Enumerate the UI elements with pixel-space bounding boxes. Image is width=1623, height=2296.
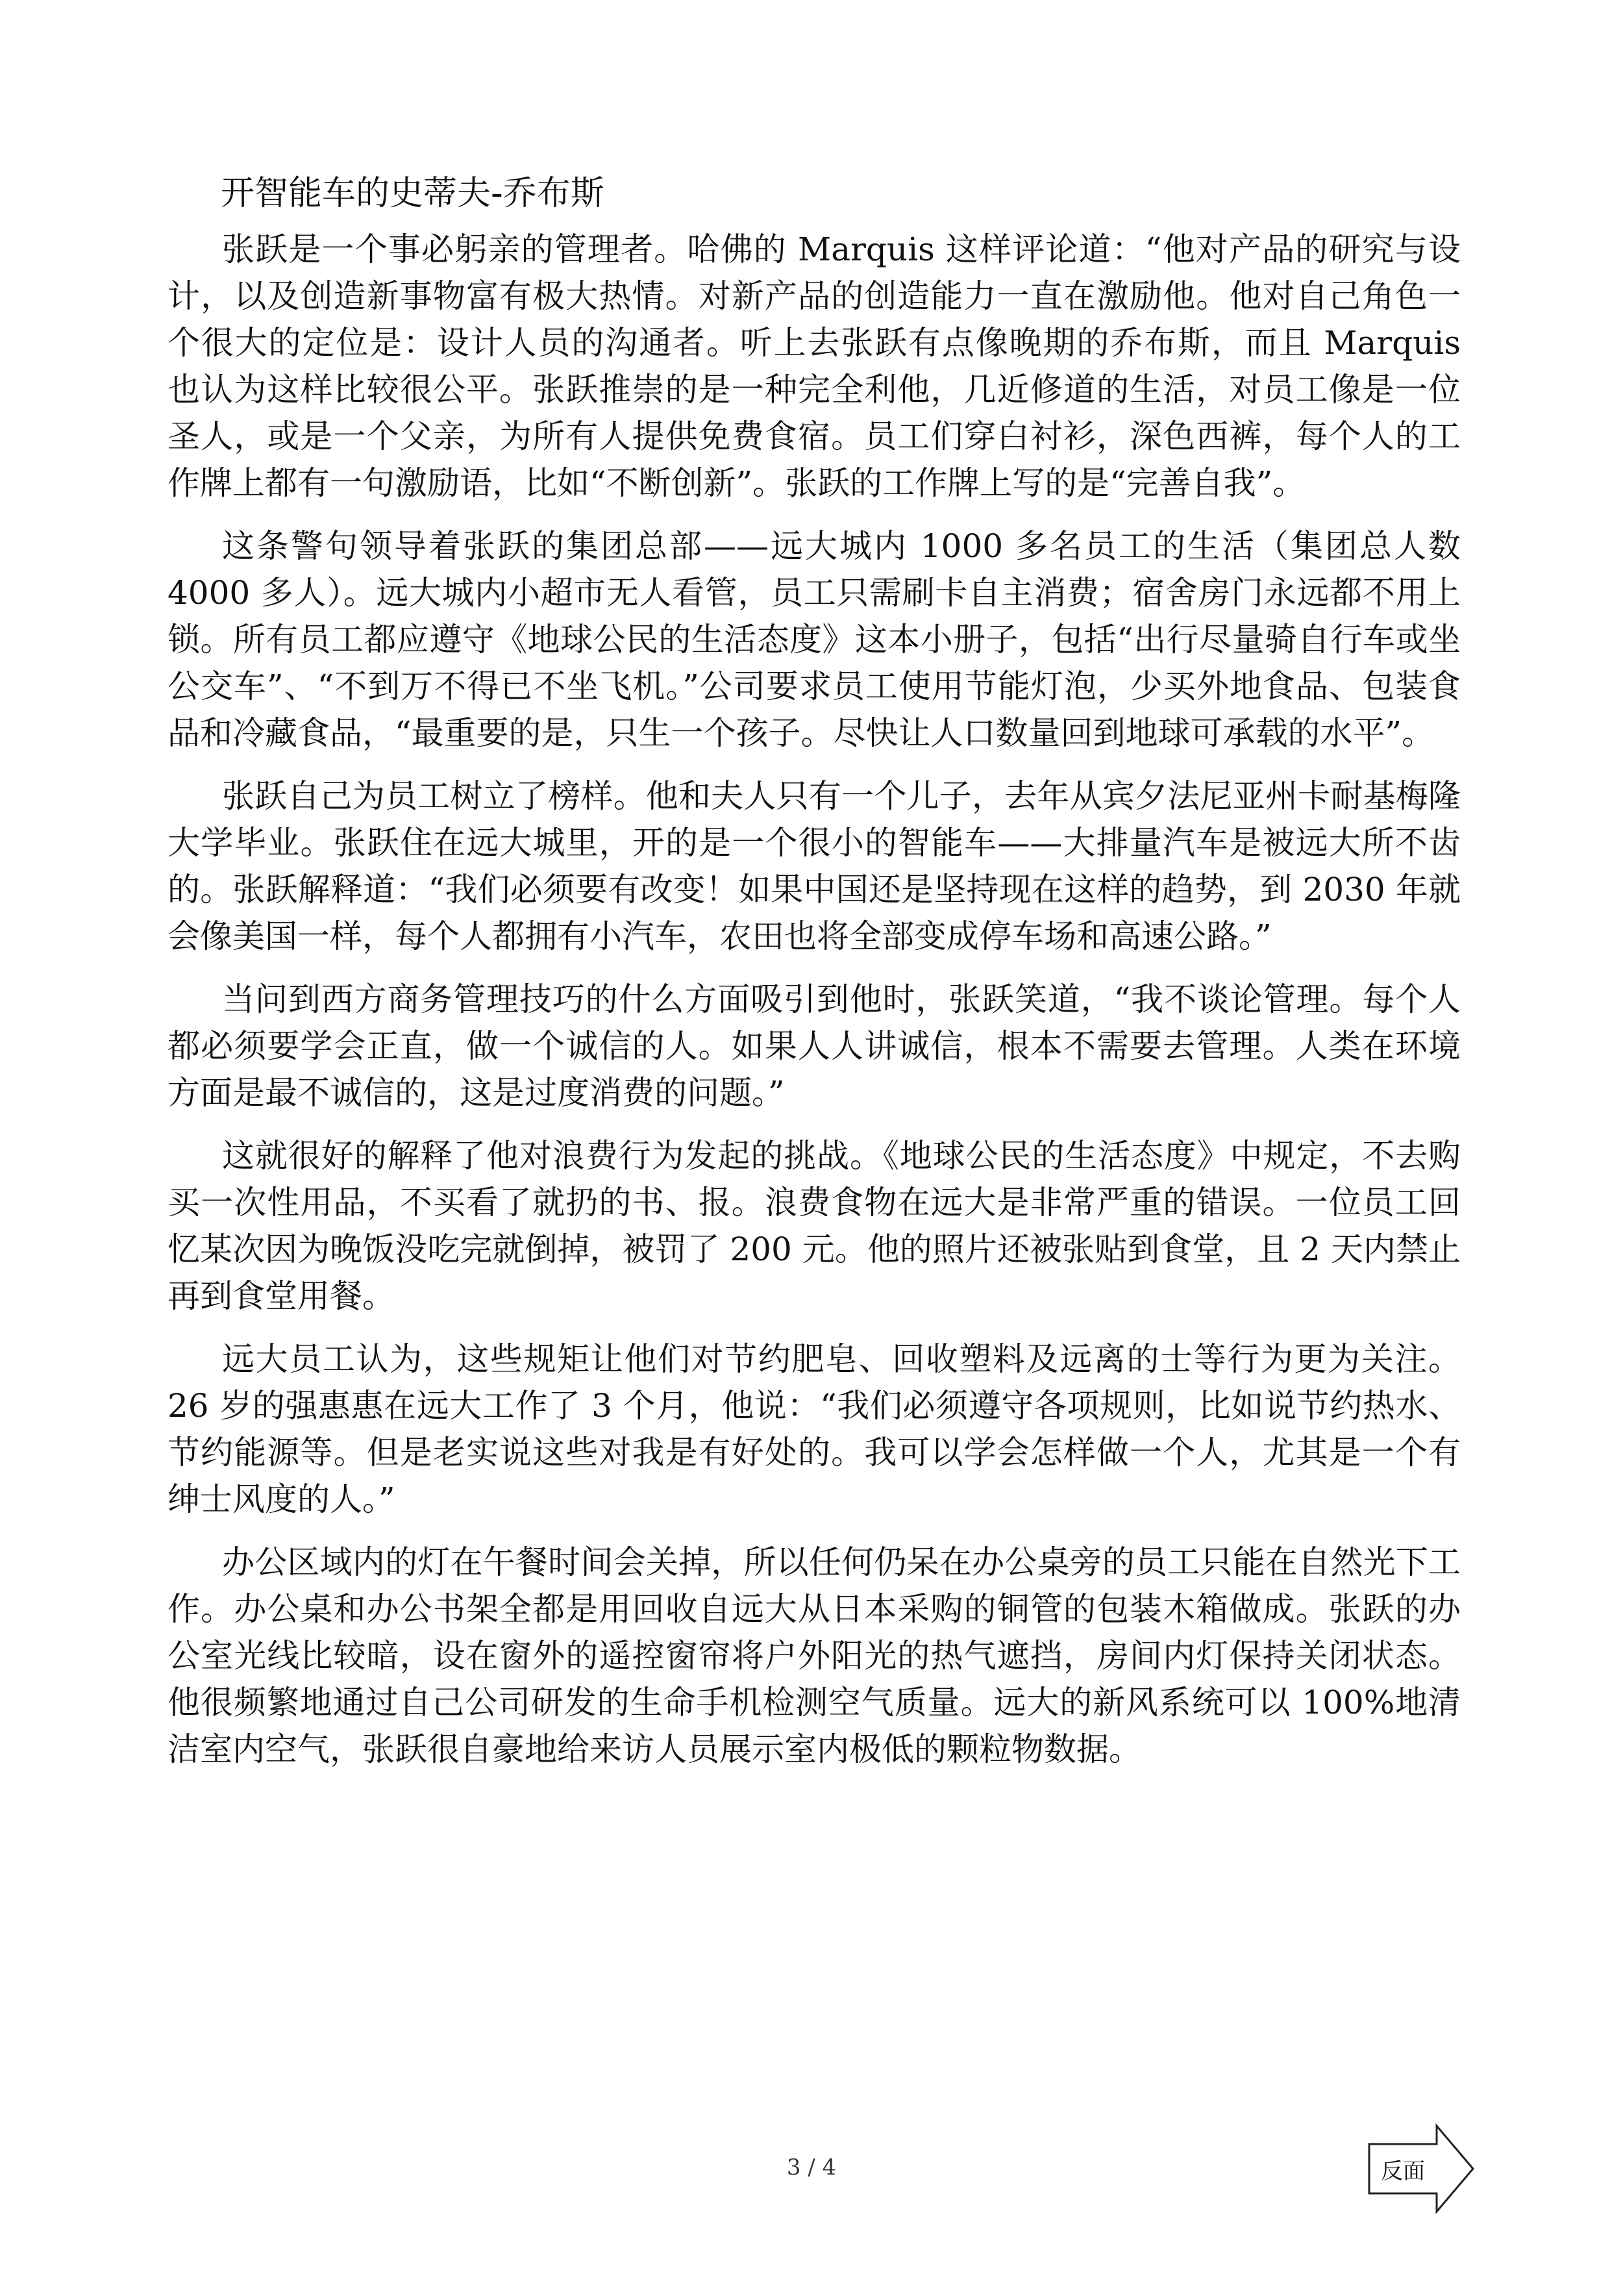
paragraph-6: 远大员工认为，这些规矩让他们对节约肥皂、回收塑料及远离的士等行为更为关注。26 岁的强惠惠在远大工作了 3 个月，他说：“我们必须遵守各项规则，比如说节约热水、节约能源等。但是老实说这些对我是有好处的。我可以学会怎样做一个人，尤其是一个有绅士风度的人。” [167,1340,1461,1518]
paragraph-7: 办公区域内的灯在午餐时间会关掉，所以任何仍呆在办公桌旁的员工只能在自然光下工作。办公桌和办公书架全都是用回收自远大从日本采购的铜管的包装木箱做成。张跃的办公室光线比较暗，设在窗外的遥控窗帘将户外阳光的热气遮挡，房间内灯保持关闭状态。他很频繁地通过自己公司研发的生命手机检测空气质量。远大的新风系统可以 100%地清洁室内空气，张跃很自豪地给来访人员展示室内极低的颗粒物数据。 [167,1543,1461,1768]
page-title: 开智能车的史蒂夫-乔布斯 [221,174,604,213]
page-number: 3 / 4 [786,2154,837,2180]
paragraph-1: 张跃是一个事必躬亲的管理者。哈佛的 Marquis 这样评论道：“他对产品的研究与设计，以及创造新事物富有极大热情。对新产品的创造能力一直在激励他。他对自己角色一个很大的定位是：设计人员的沟通者。听上去张跃有点像晚期的乔布斯，而且 Marquis 也认为这样比较很公平。张跃推崇的是一种完全利他，几近修道的生活，对员工像是一位圣人，或是一个父亲，为所有人提供免费食宿。员工们穿白衬衫，深色西裤，每个人的工作牌上都有一句激励语，比如“不断创新”。张跃的工作牌上写的是“完善自我”。 [167,231,1461,502]
next-page-label: 反面 [1381,2158,1425,2184]
paragraph-2: 这条警句领导着张跃的集团总部——远大城内 1000 多名员工的生活（集团总人数 4000 多人）。远大城内小超市无人看管，员工只需刷卡自主消费；宿舍房门永远都不用上锁。所有员工都应遵守《地球公民的生活态度》这本小册子，包括“出行尽量骑自行车或坐公交车”、“不到万不得已不坐飞机。”公司要求员工使用节能灯泡，少买外地食品、包装食品和冷藏食品，“最重要的是，只生一个孩子。尽快让人口数量回到地球可承载的水平”。 [167,527,1461,752]
paragraph-4: 当问到西方商务管理技巧的什么方面吸引到他时，张跃笑道，“我不谈论管理。每个人都必须要学会正直，做一个诚信的人。如果人人讲诚信，根本不需要去管理。人类在环境方面是最不诚信的，这是过度消费的问题。” [167,980,1461,1112]
next-page-button[interactable] [1367,2123,1477,2214]
article-body [167,226,1461,1789]
paragraph-5: 这就很好的解释了他对浪费行为发起的挑战。《地球公民的生活态度》中规定，不去购买一次性用品，不买看了就扔的书、报。浪费食物在远大是非常严重的错误。一位员工回忆某次因为晚饭没吃完就倒掉，被罚了 200 元。他的照片还被张贴到食堂，且 2 天内禁止再到食堂用餐。 [167,1137,1461,1315]
paragraph-3: 张跃自己为员工树立了榜样。他和夫人只有一个儿子，去年从宾夕法尼亚州卡耐基梅隆大学毕业。张跃住在远大城里，开的是一个很小的智能车——大排量汽车是被远大所不齿的。张跃解释道：“我们必须要有改变！如果中国还是坚持现在这样的趋势，到 2030 年就会像美国一样，每个人都拥有小汽车，农田也将全部变成停车场和高速公路。” [167,777,1461,955]
